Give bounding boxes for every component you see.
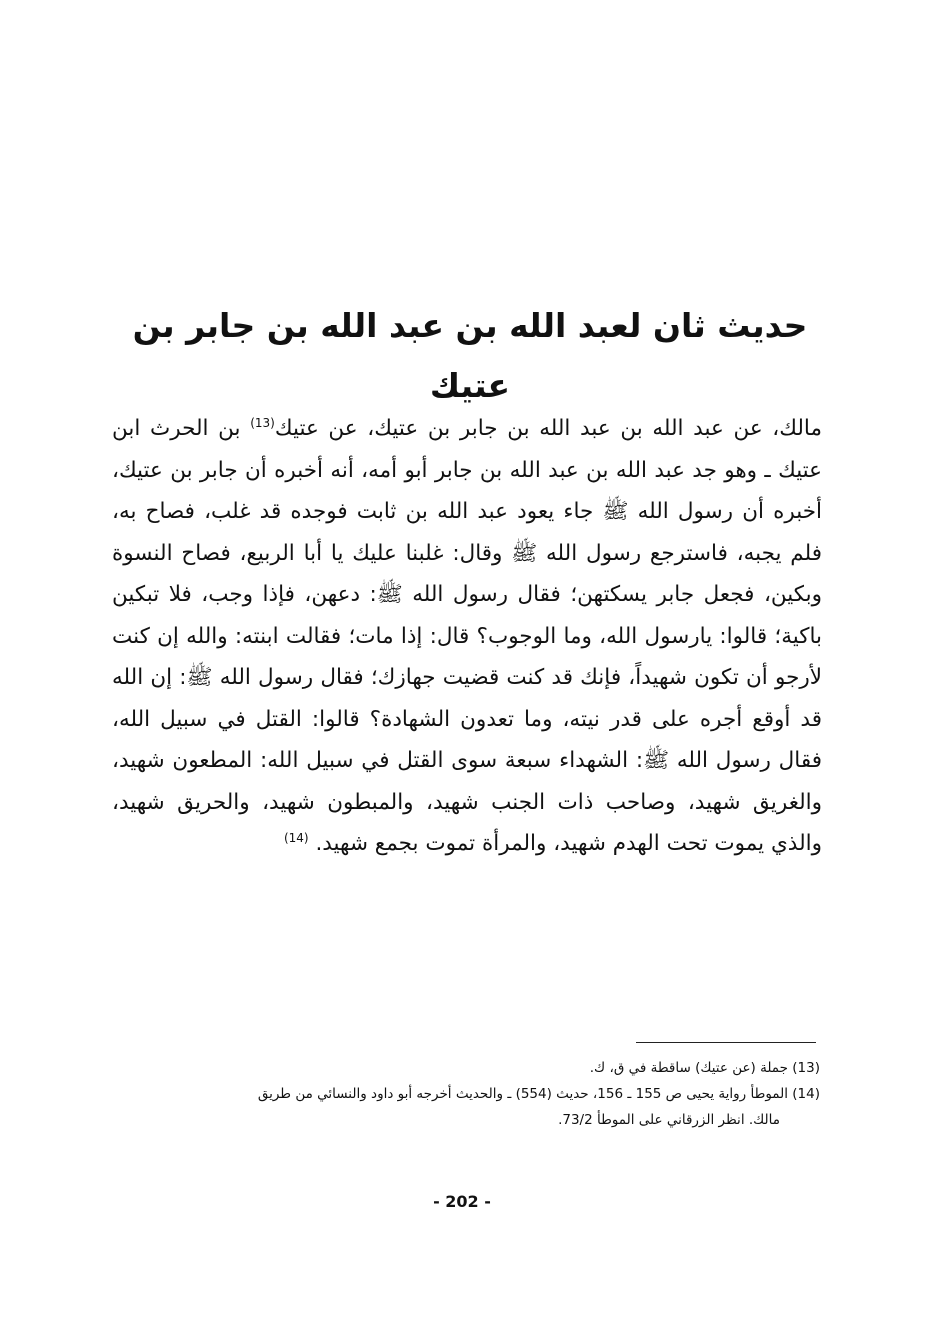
body-text-start: مالك، عن عبد الله بن عبد الله بن جابر بن عتيك، عن عتيك (274, 416, 822, 441)
footnote-14: (14) الموطأ رواية يحيى ص 155 ـ 156، حديث (554) ـ والحديث أخرجه أبو داود والنسائي من طريق (257, 1086, 820, 1102)
footnote-ref-13: (13) (250, 415, 275, 430)
footnote-separator (636, 1042, 816, 1043)
footnotes (108, 1055, 820, 1133)
footnote-14-continuation: مالك. انظر الزرقاني على الموطأ 73/2. (558, 1112, 780, 1128)
page-number: - 202 - (433, 1192, 491, 1211)
body-text-main: بن الحرث ابن عتيك ـ وهو جد عبد الله بن عبد الله بن جابر أبو أمه، أنه أخبره أن جابر بن عتيك، أخبره أن رسول الله ﷺ جاء يعود عبد الله بن ثابت فوجده قد غلب، فصاح به، فلم يجبه، فاسترجع رسول الله ﷺ وقال: غلبنا عليك يا أبا الربيع، فصاح النسوة وبكين، فجعل جابر يسكتهن؛ فقال رسول الله ﷺ: دعهن، فإذا وجب، فلا تبكين باكية؛ قالوا: يارسول الله، وما الوجوب؟ قال: إذا مات؛ فقالت ابنته: والله إن كنت لأرجو أن تكون شهيداً، فإنك قد كنت قضيت جهازك؛ فقال رسول الله ﷺ: إن الله قد أوقع أجره على قدر نيته، وما تعدون الشهادة؟ قالوا: القتل في سبيل الله، فقال رسول الله ﷺ: الشهداء سبعة سوى القتل في سبيل الله: المطعون شهيد، والغريق شهيد، وصاحب ذات الجنب شهيد، والمبطون شهيد، والحريق شهيد، والذي يموت تحت الهدم شهيد، والمرأة تموت بجمع شهيد. (112, 416, 822, 856)
footnote-13: (13) جملة (عن عتيك) ساقطة في ق، ك. (589, 1060, 820, 1076)
footnote-ref-14: (14) (283, 830, 309, 845)
hadith-body (112, 408, 822, 865)
chapter-title: حديث ثان لعبد الله بن عبد الله بن جابر بن عتيك (132, 306, 808, 405)
